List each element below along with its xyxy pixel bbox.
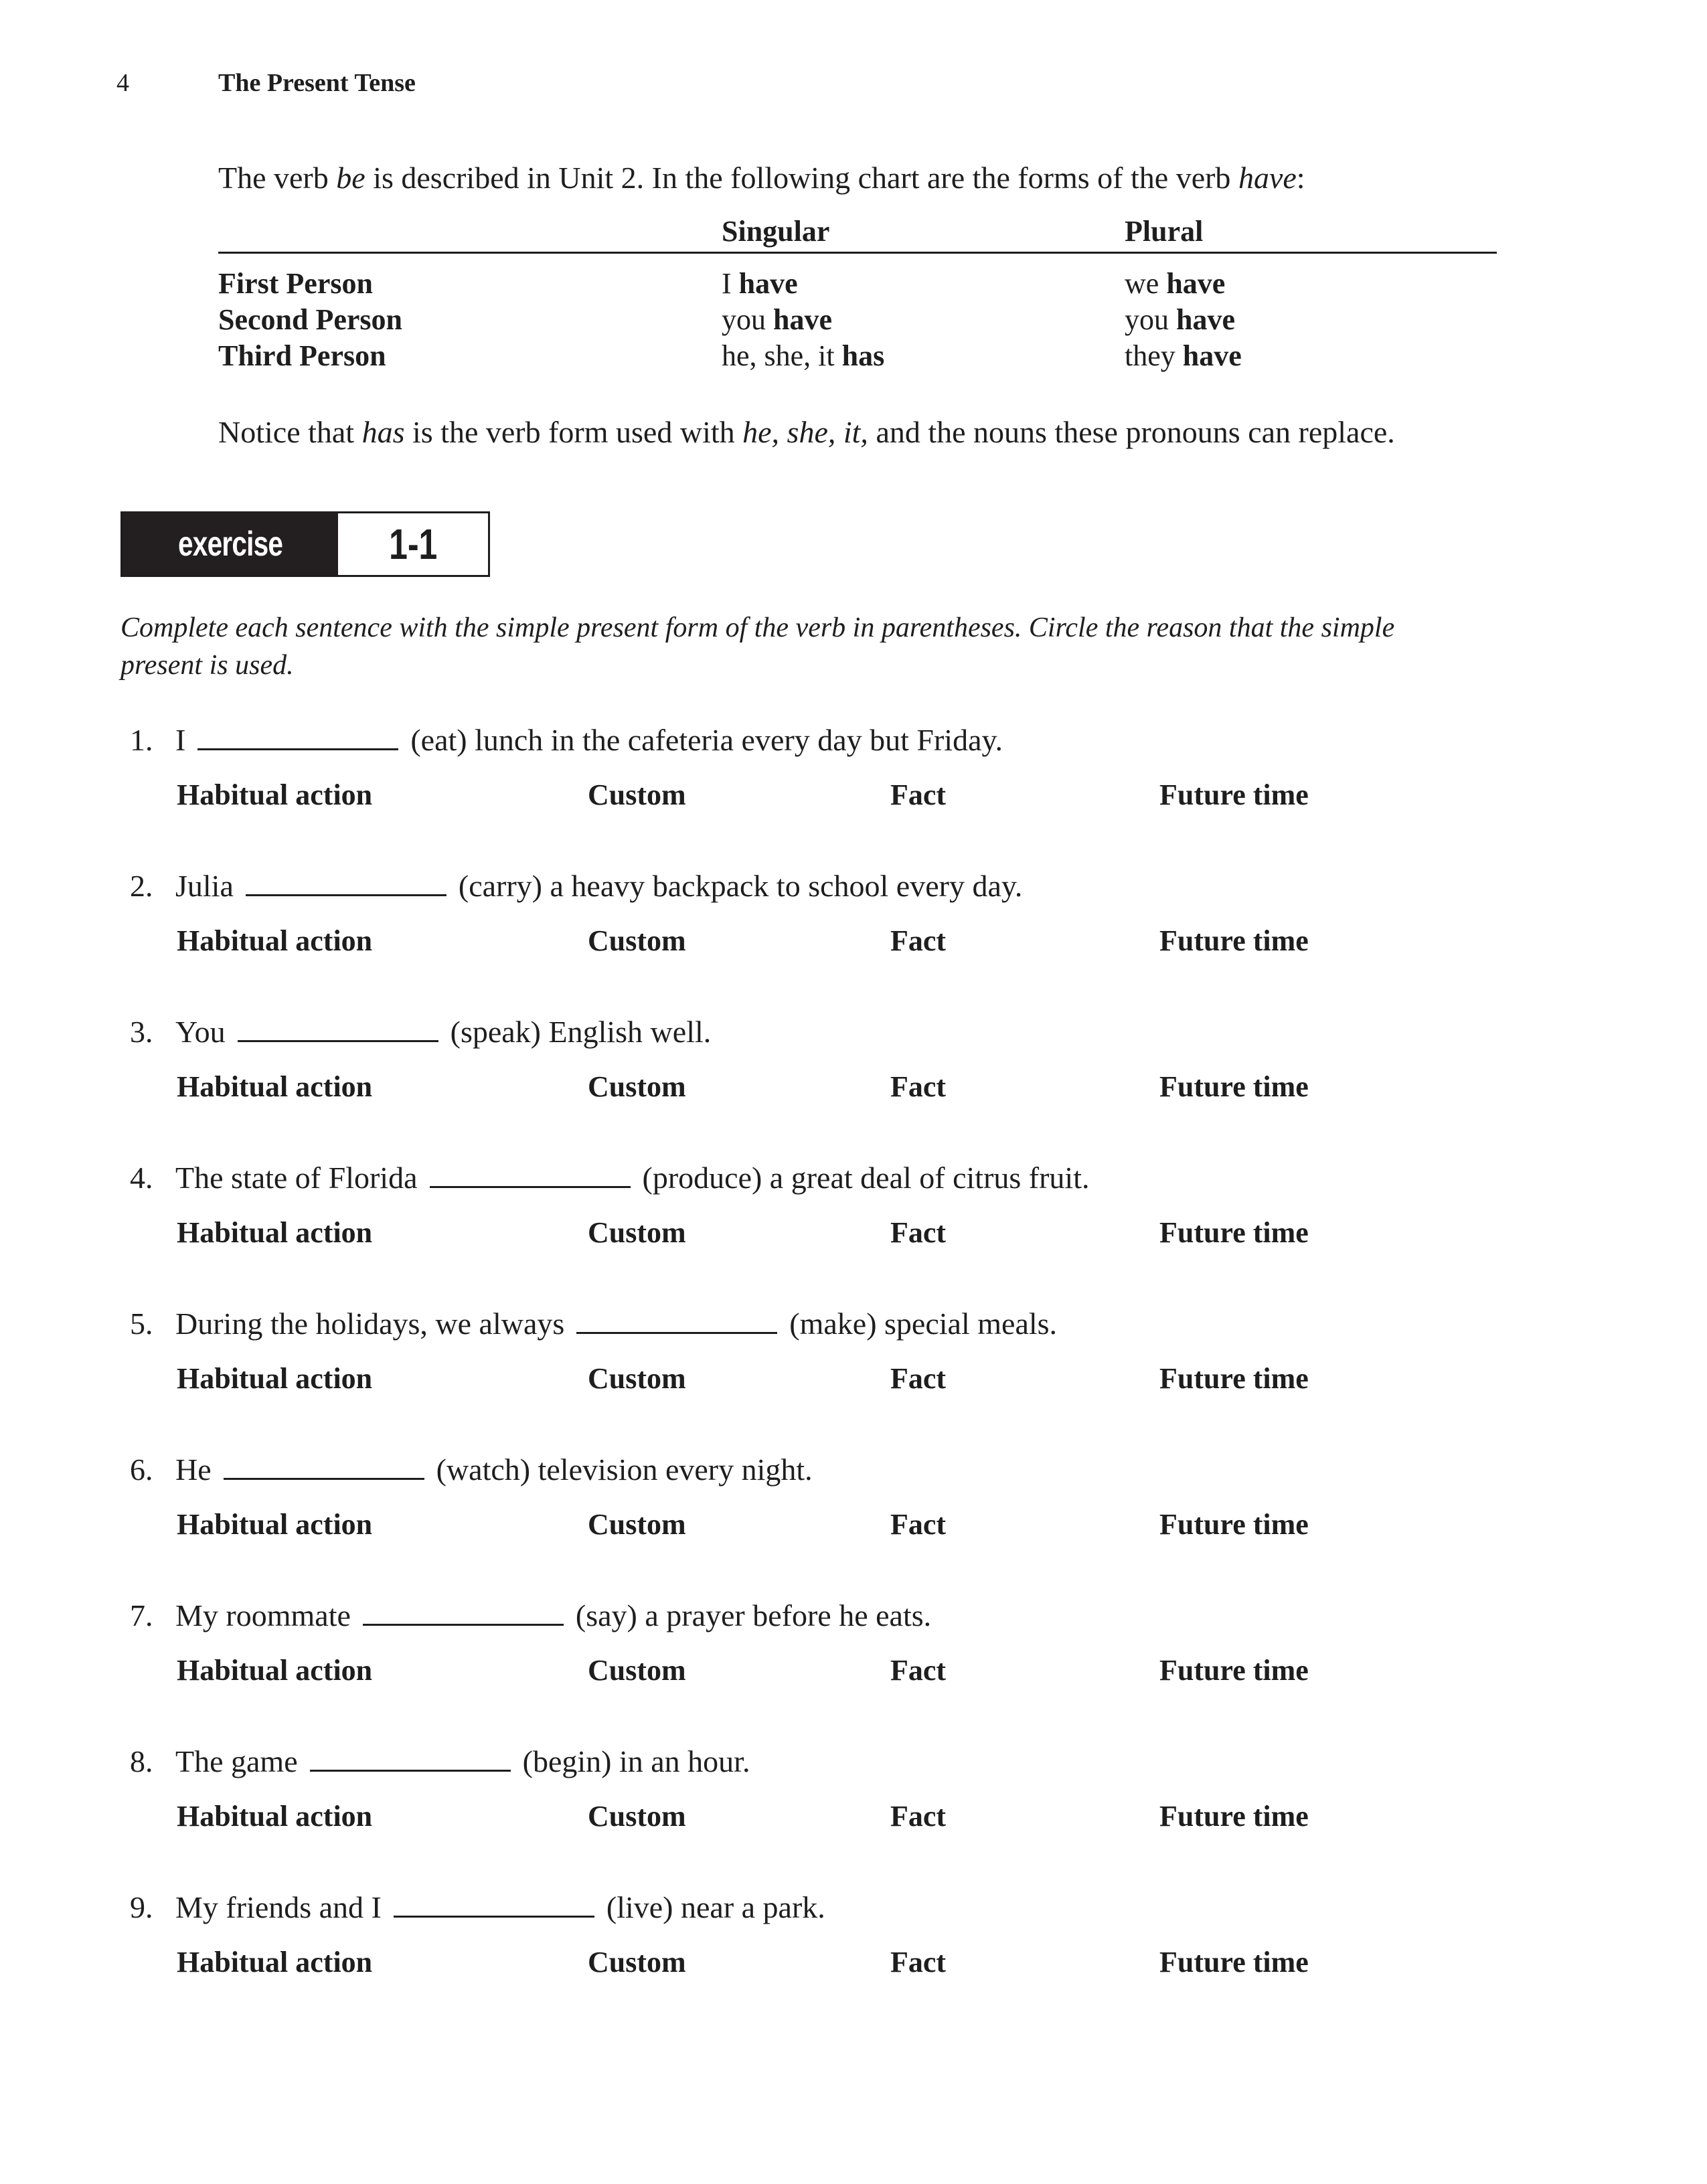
item-sentence [175, 1305, 1057, 1342]
choice-habitual-action[interactable]: Habitual action [177, 1800, 373, 1833]
sentence-start: During the holidays, we always [175, 1307, 565, 1341]
choice-custom[interactable]: Custom [588, 778, 686, 811]
chart-singular-cell: he, she, it has [722, 339, 885, 372]
item-sentence [175, 1597, 931, 1634]
item-sentence [175, 1889, 825, 1926]
chart-plural-cell: they have [1125, 339, 1242, 372]
item-sentence [175, 1013, 711, 1050]
exercise-item [0, 867, 1707, 1008]
choice-future-time[interactable]: Future time [1159, 1946, 1309, 1979]
sentence-end: (live) near a park. [606, 1890, 825, 1924]
exercise-instructions: Complete each sentence with the simple present form of the verb in parentheses. Circle the reason that the simple present is used. [120, 612, 1395, 681]
choice-habitual-action[interactable]: Habitual action [177, 1946, 373, 1979]
choice-future-time[interactable]: Future time [1159, 1800, 1309, 1833]
choice-custom[interactable]: Custom [588, 1070, 686, 1103]
exercise-label-box [120, 511, 490, 577]
choice-habitual-action[interactable]: Habitual action [177, 924, 373, 957]
chart-row-label: Second Person [218, 303, 402, 336]
item-number: 4. [130, 1161, 153, 1195]
sentence-end: (watch) television every night. [436, 1452, 813, 1487]
choice-custom[interactable]: Custom [588, 1508, 686, 1541]
choice-custom[interactable]: Custom [588, 924, 686, 957]
choice-future-time[interactable]: Future time [1159, 1508, 1309, 1541]
chart-singular-cell: I have [722, 267, 798, 300]
answer-blank[interactable] [310, 1768, 511, 1772]
sentence-start: My friends and I [175, 1890, 382, 1924]
choice-habitual-action[interactable]: Habitual action [177, 1362, 373, 1395]
sentence-end: (make) special meals. [789, 1307, 1058, 1341]
answer-blank[interactable] [197, 747, 398, 750]
exercise-item [0, 1305, 1707, 1446]
choice-fact[interactable]: Fact [890, 1362, 947, 1395]
exercise-item [0, 1159, 1707, 1300]
item-sentence [175, 1451, 813, 1488]
exercise-item [0, 1597, 1707, 1738]
exercise-item [0, 1451, 1707, 1592]
sentence-end: (eat) lunch in the cafeteria every day but Friday. [410, 723, 1003, 757]
verb-has: has [361, 415, 405, 449]
sentence-start: He [175, 1452, 212, 1487]
sentence-end: (speak) English well. [450, 1015, 712, 1049]
notice-paragraph: Notice that has is the verb form used with he, she, it, and the nouns these pronouns can replace. [218, 415, 1395, 449]
choice-habitual-action[interactable]: Habitual action [177, 1070, 373, 1103]
item-number: 8. [130, 1744, 153, 1778]
sentence-start: I [175, 723, 186, 757]
item-number: 7. [130, 1598, 153, 1632]
pronouns: he, she, it, [742, 415, 868, 449]
verb-be: be [336, 161, 365, 195]
answer-blank[interactable] [246, 893, 446, 896]
sentence-start: The game [175, 1744, 298, 1778]
sentence-end: (say) a prayer before he eats. [575, 1598, 932, 1632]
choice-fact[interactable]: Fact [890, 924, 947, 957]
choice-habitual-action[interactable]: Habitual action [177, 1654, 373, 1687]
answer-blank[interactable] [394, 1914, 594, 1918]
choice-future-time[interactable]: Future time [1159, 1070, 1309, 1103]
item-sentence [175, 722, 1003, 758]
choice-future-time[interactable]: Future time [1159, 1362, 1309, 1395]
chart-rule [218, 252, 1497, 254]
item-number: 5. [130, 1307, 153, 1341]
choice-fact[interactable]: Fact [890, 778, 947, 811]
choice-fact[interactable]: Fact [890, 1508, 947, 1541]
choice-custom[interactable]: Custom [588, 1800, 686, 1833]
choice-future-time[interactable]: Future time [1159, 778, 1309, 811]
choice-fact[interactable]: Fact [890, 1216, 947, 1249]
intro-paragraph: The verb be is described in Unit 2. In the following chart are the forms of the verb have: [218, 161, 1305, 195]
chart-plural-cell: we have [1125, 267, 1226, 300]
choice-custom[interactable]: Custom [588, 1362, 686, 1395]
answer-blank[interactable] [363, 1622, 564, 1626]
choice-future-time[interactable]: Future time [1159, 1654, 1309, 1687]
sentence-end: (produce) a great deal of citrus fruit. [642, 1161, 1090, 1195]
sentence-start: My roommate [175, 1598, 351, 1632]
exercise-item [0, 1013, 1707, 1154]
chart-header-singular: Singular [722, 215, 830, 248]
choice-future-time[interactable]: Future time [1159, 924, 1309, 957]
choice-fact[interactable]: Fact [890, 1654, 947, 1687]
answer-blank[interactable] [576, 1331, 777, 1334]
item-number: 3. [130, 1015, 153, 1049]
exercise-label: exercise [123, 513, 338, 575]
chart-plural-cell: you have [1125, 303, 1235, 336]
choice-fact[interactable]: Fact [890, 1070, 947, 1103]
sentence-start: Julia [175, 869, 234, 903]
item-number: 9. [130, 1890, 153, 1924]
chart-singular-cell: you have [722, 303, 832, 336]
answer-blank[interactable] [224, 1477, 424, 1480]
choice-habitual-action[interactable]: Habitual action [177, 778, 373, 811]
choice-custom[interactable]: Custom [588, 1654, 686, 1687]
sentence-start: You [175, 1015, 226, 1049]
item-sentence [175, 1159, 1089, 1196]
sentence-end: (begin) in an hour. [522, 1744, 750, 1778]
item-number: 2. [130, 869, 153, 903]
item-sentence [175, 867, 1022, 904]
sentence-start: The state of Florida [175, 1161, 418, 1195]
item-sentence [175, 1743, 750, 1780]
exercise-number: 1-1 [388, 520, 438, 568]
item-number: 6. [130, 1452, 153, 1487]
choice-custom[interactable]: Custom [588, 1216, 686, 1249]
answer-blank[interactable] [430, 1185, 631, 1188]
choice-custom[interactable]: Custom [588, 1946, 686, 1979]
choice-fact[interactable]: Fact [890, 1800, 947, 1833]
item-number: 1. [130, 723, 153, 757]
verb-have: have [1238, 161, 1297, 195]
chart-row-label: Third Person [218, 339, 386, 372]
exercise-item [0, 1889, 1707, 2029]
choice-habitual-action[interactable]: Habitual action [177, 1508, 373, 1541]
choice-habitual-action[interactable]: Habitual action [177, 1216, 373, 1249]
choice-future-time[interactable]: Future time [1159, 1216, 1309, 1249]
page-number: 4 [116, 69, 129, 97]
chart-row-label: First Person [218, 267, 373, 300]
choice-fact[interactable]: Fact [890, 1946, 947, 1979]
exercise-item [0, 1743, 1707, 1883]
answer-blank[interactable] [238, 1039, 438, 1042]
sentence-end: (carry) a heavy backpack to school every day. [458, 869, 1023, 903]
chart-header-plural: Plural [1125, 215, 1204, 248]
running-head: The Present Tense [218, 69, 416, 97]
exercise-item [0, 722, 1707, 862]
